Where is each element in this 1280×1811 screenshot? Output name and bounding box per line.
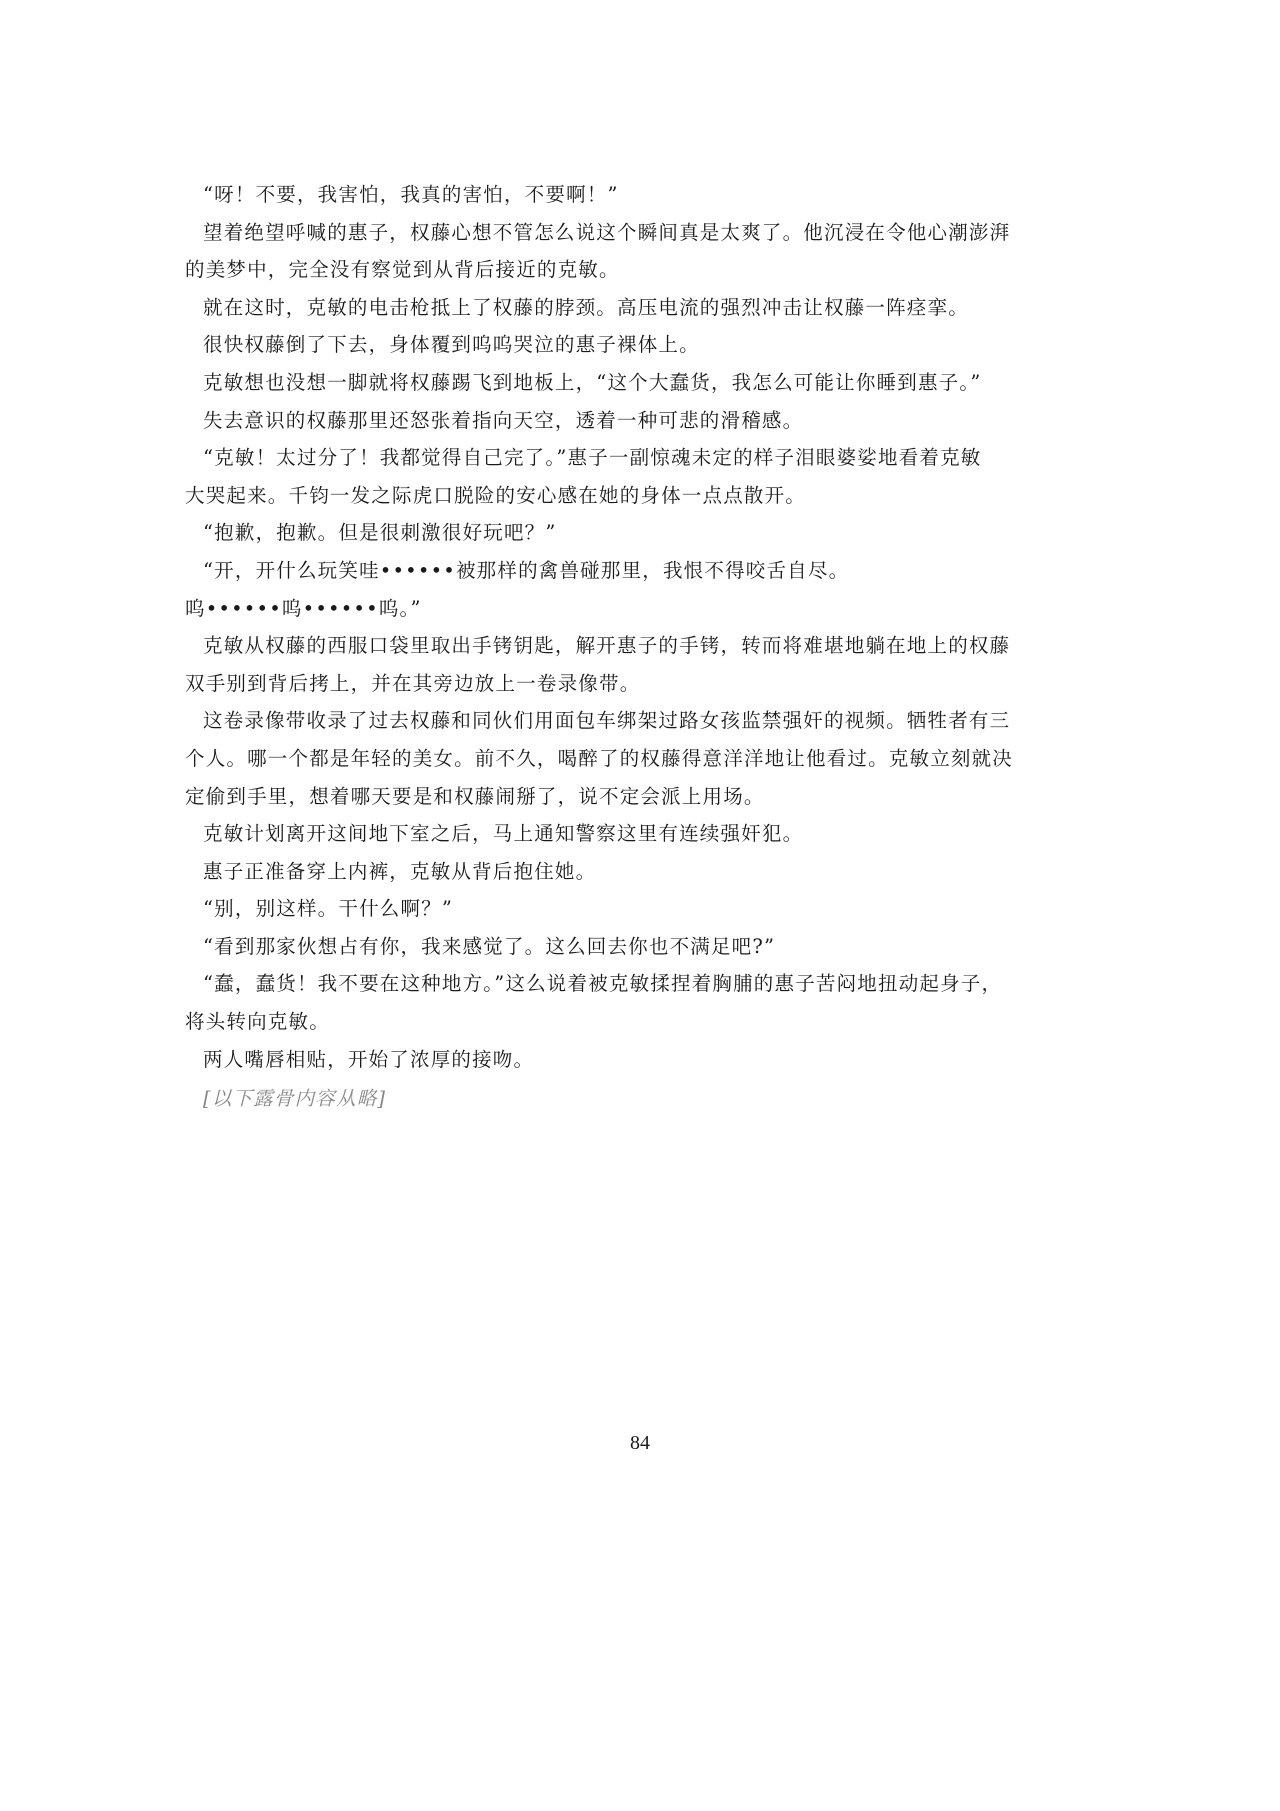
text-line: “抱歉，抱歉。但是很刺激很好玩吧？”: [203, 521, 557, 545]
omitted-content-notice: [以下露骨内容从略]: [203, 1087, 387, 1110]
text-line: “开，开什么玩笑哇••••••被那样的禽兽碰那里，我恨不得咬舌自尽。: [203, 558, 850, 582]
text-line: 失去意识的权藤那里还怒张着指向天空，透着一种可悲的滑稽感。: [203, 408, 804, 432]
text-line: 呜••••••呜••••••呜。”: [185, 596, 422, 620]
text-line: 这卷录像带收录了过去权藤和同伙们用面包车绑架过路女孩监禁强奸的视频。牺牲者有三: [203, 709, 1011, 733]
text-line: 望着绝望呼喊的惠子，权藤心想不管怎么说这个瞬间真是太爽了。他沉浸在令他心潮澎湃: [203, 220, 1011, 244]
text-line: “克敏！太过分了！我都觉得自己完了。”惠子一副惊魂未定的样子泪眼婆娑地看着克敏: [203, 446, 982, 470]
text-line: 将头转向克敏。: [185, 1010, 330, 1034]
text-line: 惠子正准备穿上内裤，克敏从背后抱住她。: [203, 859, 597, 883]
text-line: 就在这时，克敏的电击枪抵上了权藤的脖颈。高压电流的强烈冲击让权藤一阵痉挛。: [203, 295, 969, 319]
text-line: 定偷到手里，想着哪天要是和权藤闹掰了，说不定会派上用场。: [185, 784, 765, 808]
text-line: 两人嘴唇相贴，开始了浓厚的接吻。: [203, 1047, 535, 1071]
page-body-text: [185, 176, 1120, 1078]
text-line: 克敏计划离开这间地下室之后，马上通知警察这里有连续强奸犯。: [203, 822, 804, 846]
text-line: 大哭起来。千钧一发之际虎口脱险的安心感在她的身体一点点散开。: [185, 483, 807, 507]
text-line: “蠢，蠢货！我不要在这种地方。”这么说着被克敏揉捏着胸脯的惠子苦闷地扭动起身子，: [203, 972, 1003, 996]
text-line: “别，别这样。干什么啊？”: [203, 897, 454, 921]
text-line: 的美梦中，完全没有察觉到从背后接近的克敏。: [185, 258, 620, 282]
text-line: 很快权藤倒了下去，身体覆到呜呜哭泣的惠子裸体上。: [203, 333, 700, 357]
text-line: 克敏从权藤的西服口袋里取出手铐钥匙，解开惠子的手铐，转而将难堪地躺在地上的权藤: [203, 634, 1011, 658]
text-line: 双手别到背后拷上，并在其旁边放上一卷录像带。: [185, 671, 641, 695]
text-line: 克敏想也没想一脚就将权藤踢飞到地板上，“这个大蠢货，我怎么可能让你睡到惠子。”: [203, 370, 982, 394]
text-line: “看到那家伙想占有你，我来感觉了。这么回去你也不满足吧?”: [203, 934, 776, 958]
text-line: “呀！不要，我害怕，我真的害怕，不要啊！”: [203, 183, 619, 206]
page-number: 84: [630, 1432, 650, 1454]
text-line: 个人。哪一个都是年轻的美女。前不久，喝醉了的权藤得意洋洋地让他看过。克敏立刻就决: [185, 746, 1014, 770]
